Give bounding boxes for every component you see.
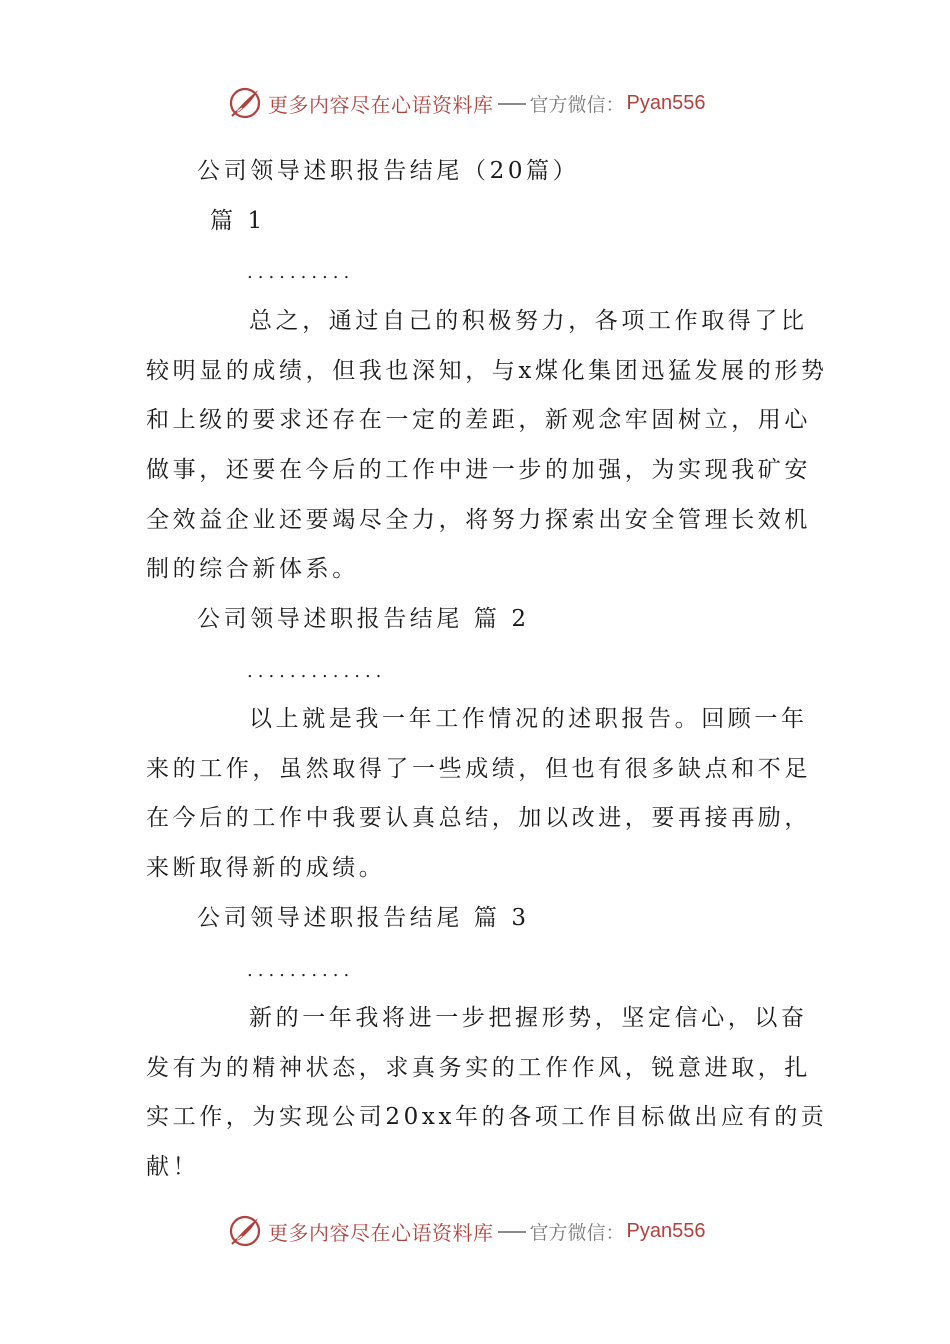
paragraph-line: 总之，通过自己的积极努力，各项工作取得了比 [249,308,808,334]
section-heading: 篇 1 [210,208,266,234]
paragraph-line: 做事，还要在今后的工作中进一步的加强，为实现我矿安 [146,457,811,483]
paragraph-line: 发有为的精神状态，求真务实的工作作风，锐意进取，扎 [146,1055,811,1081]
paragraph-line: 全效益企业还要竭尽全力，将努力探索出安全管理长效机 [146,507,811,533]
paragraph-line: 献！ [146,1154,200,1180]
wechat-label: 官方微信： [529,1221,625,1244]
paragraph-line: 制的综合新体系。 [146,556,359,582]
document-title: 公司领导述职报告结尾（20篇） [197,158,580,184]
paragraph-line: 以上就是我一年工作情况的述职报告。回顾一年 [249,706,808,732]
separator-dash [498,1231,526,1233]
separator-dash [498,103,526,105]
ellipsis: .......... [247,960,355,981]
paragraph-line: 较明显的成绩，但我也深知，与x煤化集团迅猛发展的形势 [146,358,828,384]
paragraph-line: 在今后的工作中我要认真总结，加以改进，要再接再励， [146,805,811,831]
wechat-label: 官方微信： [529,93,625,116]
header-banner [228,83,705,123]
wechat-account: Pyan556 [626,1219,706,1242]
paragraph-line: 实工作，为实现公司20xx年的各项工作目标做出应有的贡 [146,1104,828,1130]
quill-pen-logo-icon [228,86,262,120]
footer-banner [228,1211,705,1251]
wechat-account: Pyan556 [626,91,706,114]
brand-name: 更多内容尽在心语资料库 [268,92,494,117]
ellipsis: ............. [247,661,387,682]
paragraph-line: 新的一年我将进一步把握形势，坚定信心，以奋 [249,1005,808,1031]
brand-name: 更多内容尽在心语资料库 [268,1220,494,1245]
ellipsis: .......... [247,262,355,283]
section-heading: 公司领导述职报告结尾 篇 2 [197,606,530,632]
paragraph-line: 来断取得新的成绩。 [146,855,386,881]
paragraph-line: 和上级的要求还存在一定的差距，新观念牢固树立，用心 [146,407,811,433]
quill-pen-logo-icon [228,1214,262,1248]
paragraph-line: 来的工作，虽然取得了一些成绩，但也有很多缺点和不足 [146,756,811,782]
section-heading: 公司领导述职报告结尾 篇 3 [197,905,530,931]
